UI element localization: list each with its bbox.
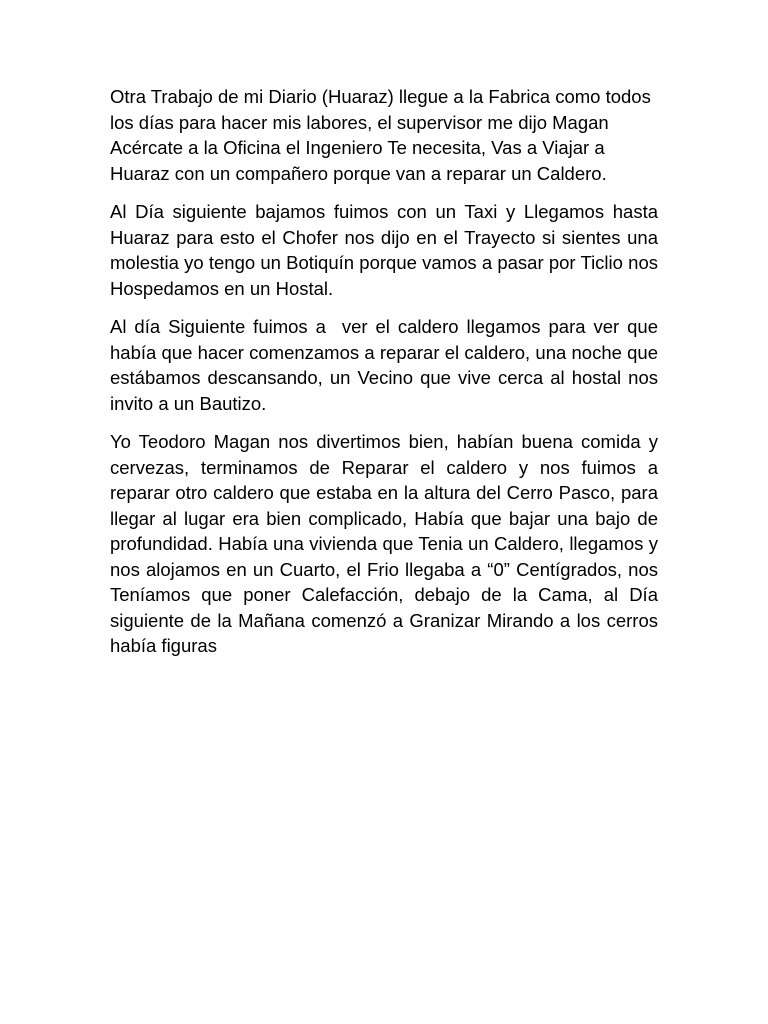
document-page bbox=[110, 84, 664, 672]
paragraph-1: Otra Trabajo de mi Diario (Huaraz) llegue a la Fabrica como todos los días para hacer mis labores, el supervisor me dijo Magan Acércate a la Oficina el Ingeniero Te necesita, Vas a Viajar a Huaraz con un compañero porque van a reparar un Caldero. bbox=[110, 86, 651, 184]
paragraph-3: Al día Siguiente fuimos a ver el caldero llegamos para ver que había que hacer comenzamos a reparar el caldero, una noche que estábamos descansando, un Vecino que vive cerca al hostal nos invito a un Bautizo. bbox=[110, 316, 664, 414]
paragraph-4: Yo Teodoro Magan nos divertimos bien, habían buena comida y cervezas, terminamos de Reparar el caldero y nos fuimos a reparar otro caldero que estaba en la altura del Cerro Pasco, para llegar al lugar era bien complicado, Había que bajar una bajo de profundidad. Había una vivienda que Tenia un Caldero, llegamos y nos alojamos en un Cuarto, el Frio llegaba a “0” Centígrados, nos Teníamos que poner Calefacción, debajo de la Cama, al Día siguiente de la Mañana comenzó a Granizar Mirando a los cerros había figuras bbox=[110, 431, 658, 656]
paragraph-2: Al Día siguiente bajamos fuimos con un Taxi y Llegamos hasta Huaraz para esto el Chofer nos dijo en el Trayecto si sientes una molestia yo tengo un Botiquín porque vamos a pasar por Ticlio nos Hospedamos en un Hostal. bbox=[110, 201, 658, 299]
